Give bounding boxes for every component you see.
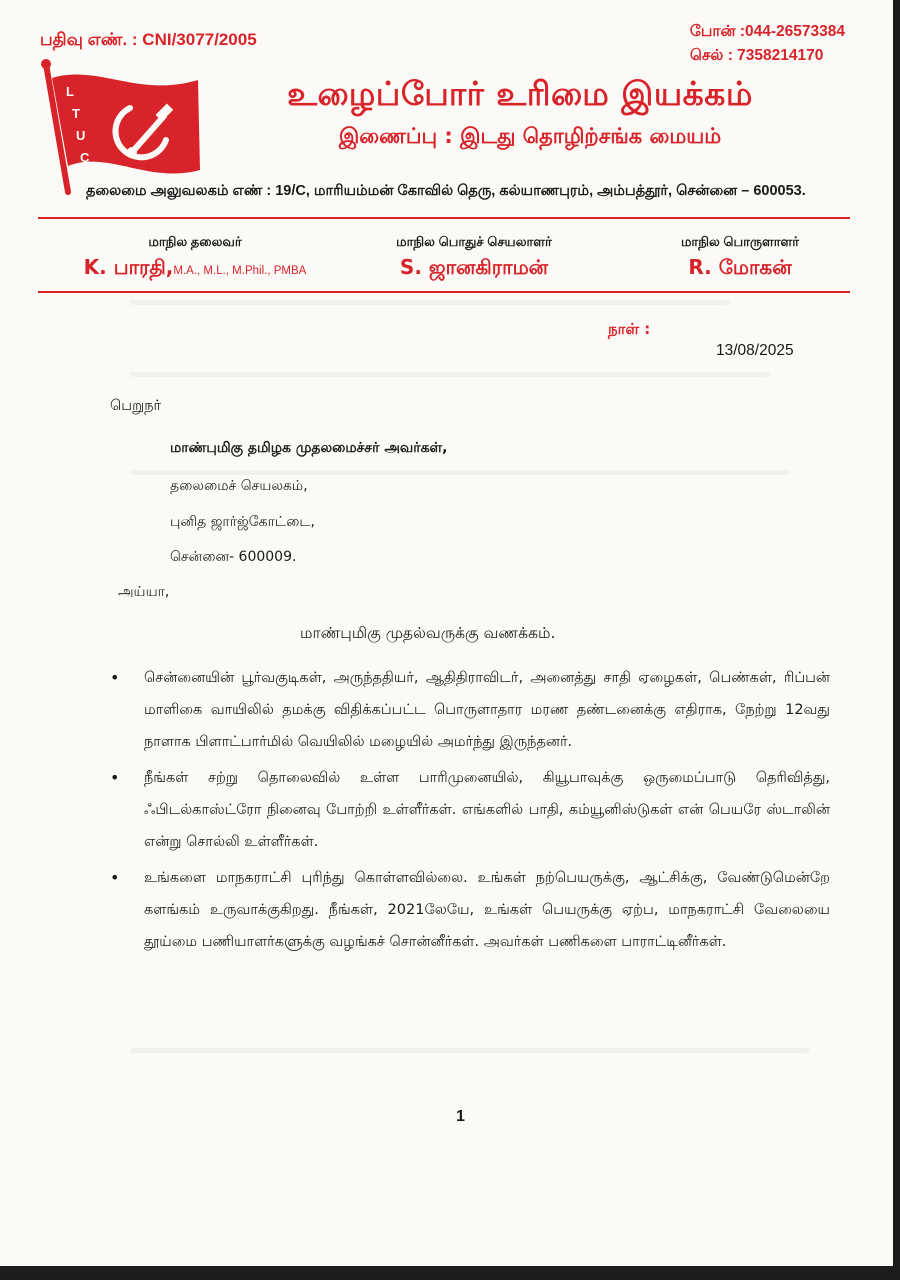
officers-divider: [38, 291, 850, 293]
registration-number: பதிவு எண். : CNI/3077/2005: [40, 30, 257, 49]
contact-numbers: [690, 20, 845, 68]
show-through-line: [130, 1048, 810, 1053]
show-through-line: [130, 300, 730, 305]
list-item: • சென்னையின் பூர்வகுடிகள், அருந்ததியர், ஆதிதிராவிடர், அனைத்து சாதி ஏழைகள், பெண்கள், ரிப்பன் மாளிகை வாயிலில் தமக்கு விதிக்கப்பட்ட பொருளாதார மரண தண்டனைக்கு எதிராக, நேற்று 12வது நாளாக பிளாட்பார்மில் வெயிலில் மழையில் அமர்ந்து இருந்தனர்.: [110, 662, 830, 758]
svg-text:C: C: [80, 150, 90, 165]
bullet-icon: •: [110, 668, 120, 687]
cell-number: செல் : 7358214170: [689, 47, 824, 64]
officer-role: மாநில பொதுச் செயலாளர்: [396, 234, 552, 249]
show-through-line: [130, 372, 770, 377]
officer-qualifications: M.A., M.L., M.Phil., PMBA: [173, 265, 307, 277]
list-item: • உங்களை மாநகராட்சி புரிந்து கொள்ளவில்லை. உங்கள் நற்பெயருக்கு, ஆட்சிக்கு, வேண்டுமென்றே களங்கம் உருவாக்குகிறது. நீங்கள், 2021லேயே, உங்கள் பெயருக்கு ஏற்ப, மாநகராட்சி வேலையை தூய்மை பணியாளர்களுக்கு வழங்கச் சொன்னீர்கள். அவர்கள் பணிகளை பாராட்டினீர்கள்.: [110, 862, 830, 958]
recipient-label: பெறுநர்: [110, 398, 162, 414]
officer-role: மாநில பொருளாளர்: [680, 234, 800, 249]
recipient-address-line: தலைமைச் செயலகம்,: [170, 478, 308, 494]
header-divider: [38, 217, 850, 219]
show-through-line: [130, 470, 790, 475]
bullet-icon: •: [110, 868, 120, 887]
officer-treasurer: [640, 234, 840, 282]
officer-name: S. ஜானகிராமன்: [399, 255, 549, 279]
recipient-address-line: புனித ஜார்ஜ்கோட்டை,: [170, 514, 315, 530]
head-office-address: தலைமை அலுவலகம் எண் : 19/C, மாரியம்மன் கோவில் தெரு, கல்யாணபுரம், அம்பத்தூர், சென்னை – 600053.: [86, 183, 806, 199]
list-item: • நீங்கள் சற்று தொலைவில் உள்ள பாரிமுனையில், கியூபாவுக்கு ஒருமைப்பாடு தெரிவித்து, ஃபிடல்காஸ்ட்ரோ நினைவு போற்றி உள்ளீர்கள். எங்களில் பாதி, கம்யூனிஸ்டுகள் என் பெயரே ஸ்டாலின் என்று சொல்லி உள்ளீர்கள்.: [110, 762, 830, 858]
officer-general-secretary: [356, 234, 592, 282]
greeting: மாண்புமிகு முதல்வருக்கு வணக்கம்.: [300, 624, 556, 642]
salutation: அய்யா,: [118, 584, 170, 600]
officer-name: R. மோகன்: [688, 255, 792, 279]
organization-title: உழைப்போர் உரிமை இயக்கம்: [287, 74, 753, 113]
organization-affiliation: இணைப்பு : இடது தொழிற்சங்க மையம்: [338, 124, 722, 148]
officer-name: K. பாரதி,M.A., M.L., M.Phil., PMBA: [83, 255, 307, 279]
svg-text:L: L: [66, 84, 74, 99]
page-number: 1: [456, 1108, 465, 1125]
ltuc-flag-logo: [38, 58, 206, 198]
letter-points: [110, 662, 830, 962]
officer-role: மாநில தலைவர்: [148, 234, 242, 249]
svg-text:U: U: [76, 128, 86, 143]
recipient-name: மாண்புமிகு தமிழக முதலமைச்சர் அவர்கள்,: [170, 440, 448, 456]
bullet-icon: •: [110, 768, 120, 787]
officer-president: [50, 234, 340, 282]
letter-date: 13/08/2025: [716, 342, 794, 359]
svg-text:T: T: [72, 106, 80, 121]
date-label: நாள் :: [608, 320, 651, 338]
phone-number: போன் :044-26573384: [689, 23, 845, 40]
recipient-address-line: சென்னை- 600009.: [170, 549, 297, 565]
